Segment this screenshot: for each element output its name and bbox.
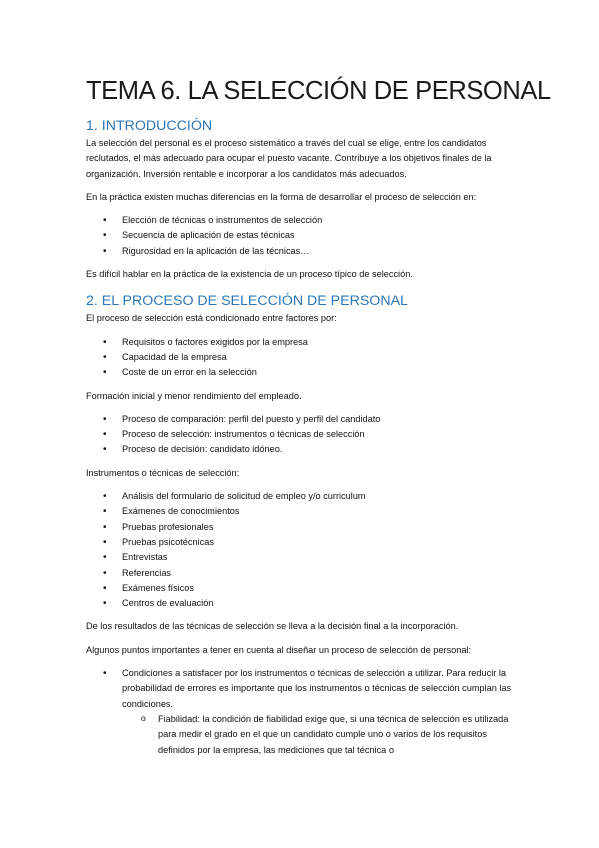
- document-page: [86, 70, 551, 758]
- bullet-list: [86, 335, 516, 381]
- document-title: TEMA 6. LA SELECCIÓN DE PERSONAL: [86, 77, 551, 105]
- list-item: • Coste de un error en la selección: [86, 365, 516, 380]
- list-item: • Elección de técnicas o instrumentos de selección: [86, 213, 516, 228]
- bullet-list: [86, 489, 516, 611]
- paragraph: Instrumentos o técnicas de selección:: [86, 467, 240, 478]
- list-item: • Exámenes físicos: [86, 581, 516, 596]
- list-item: • Análisis del formulario de solicitud de empleo y/o curriculum: [86, 489, 516, 504]
- list-item: • Proceso de selección: instrumentos o técnicas de selección: [86, 427, 516, 442]
- list-item: • Centros de evaluación: [86, 596, 516, 611]
- bullet-list: [86, 666, 516, 712]
- paragraph: En la práctica existen muchas diferencias en la forma de desarrollar el proceso de selección en:: [86, 191, 477, 202]
- section-heading-proceso: 2. EL PROCESO DE SELECCIÓN DE PERSONAL: [86, 293, 408, 310]
- paragraph: De los resultados de las técnicas de selección se lleva a la decisión final a la incorporación.: [86, 621, 459, 632]
- list-item: • Entrevistas: [86, 550, 516, 565]
- bullet-list: [86, 213, 516, 259]
- paragraph: Algunos puntos importantes a tener en cuenta al diseñar un proceso de selección de personal:: [86, 644, 472, 655]
- list-item: • Referencias: [86, 566, 516, 581]
- sub-bullet-list: [86, 712, 516, 758]
- bullet-list: [86, 412, 516, 458]
- paragraph: Es difícil hablar en la práctica de la existencia de un proceso típico de selección.: [86, 269, 413, 280]
- section-heading-introduccion: 1. INTRODUCCIÓN: [86, 118, 213, 134]
- list-item: • Requisitos o factores exigidos por la empresa: [86, 335, 516, 350]
- sub-list-item: o Fiabilidad: la condición de fiabilidad exige que, si una técnica de selección es utilizada para medir el grado en el que un candidato cumple uno o varios de los requisitos definidos por la empresa, las mediciones que tal técnica o: [86, 712, 516, 758]
- list-item: • Secuencia de aplicación de estas técnicas: [86, 228, 516, 243]
- list-item: • Proceso de decisión: candidato idóneo.: [86, 442, 516, 457]
- list-item: • Pruebas profesionales: [86, 520, 516, 535]
- list-item: • Pruebas psicotécnicas: [86, 535, 516, 550]
- paragraph: Formación inicial y menor rendimiento del empleado.: [86, 390, 302, 401]
- list-item: • Rigurosidad en la aplicación de las técnicas…: [86, 244, 516, 259]
- list-item: • Condiciones a satisfacer por los instrumentos o técnicas de selección a utilizar. Para reducir la probabilidad de errores es importante que los instrumentos o técnicas de selección cumplan las condiciones.: [86, 666, 516, 712]
- paragraph: El proceso de selección está condicionado entre factores por:: [86, 313, 337, 324]
- list-item: • Exámenes de conocimientos: [86, 504, 516, 519]
- paragraph: La selección del personal es el proceso sistemático a través del cual se elige, entre los candidatos reclutados, el más adecuado para ocupar el puesto vacante. Contribuye a los objetivos finales de la organización. Inversión rentable e incorporar a los candidatos más adecuados.: [86, 138, 492, 179]
- list-item: • Proceso de comparación: perfil del puesto y perfil del candidato: [86, 412, 516, 427]
- list-item: • Capacidad de la empresa: [86, 350, 516, 365]
